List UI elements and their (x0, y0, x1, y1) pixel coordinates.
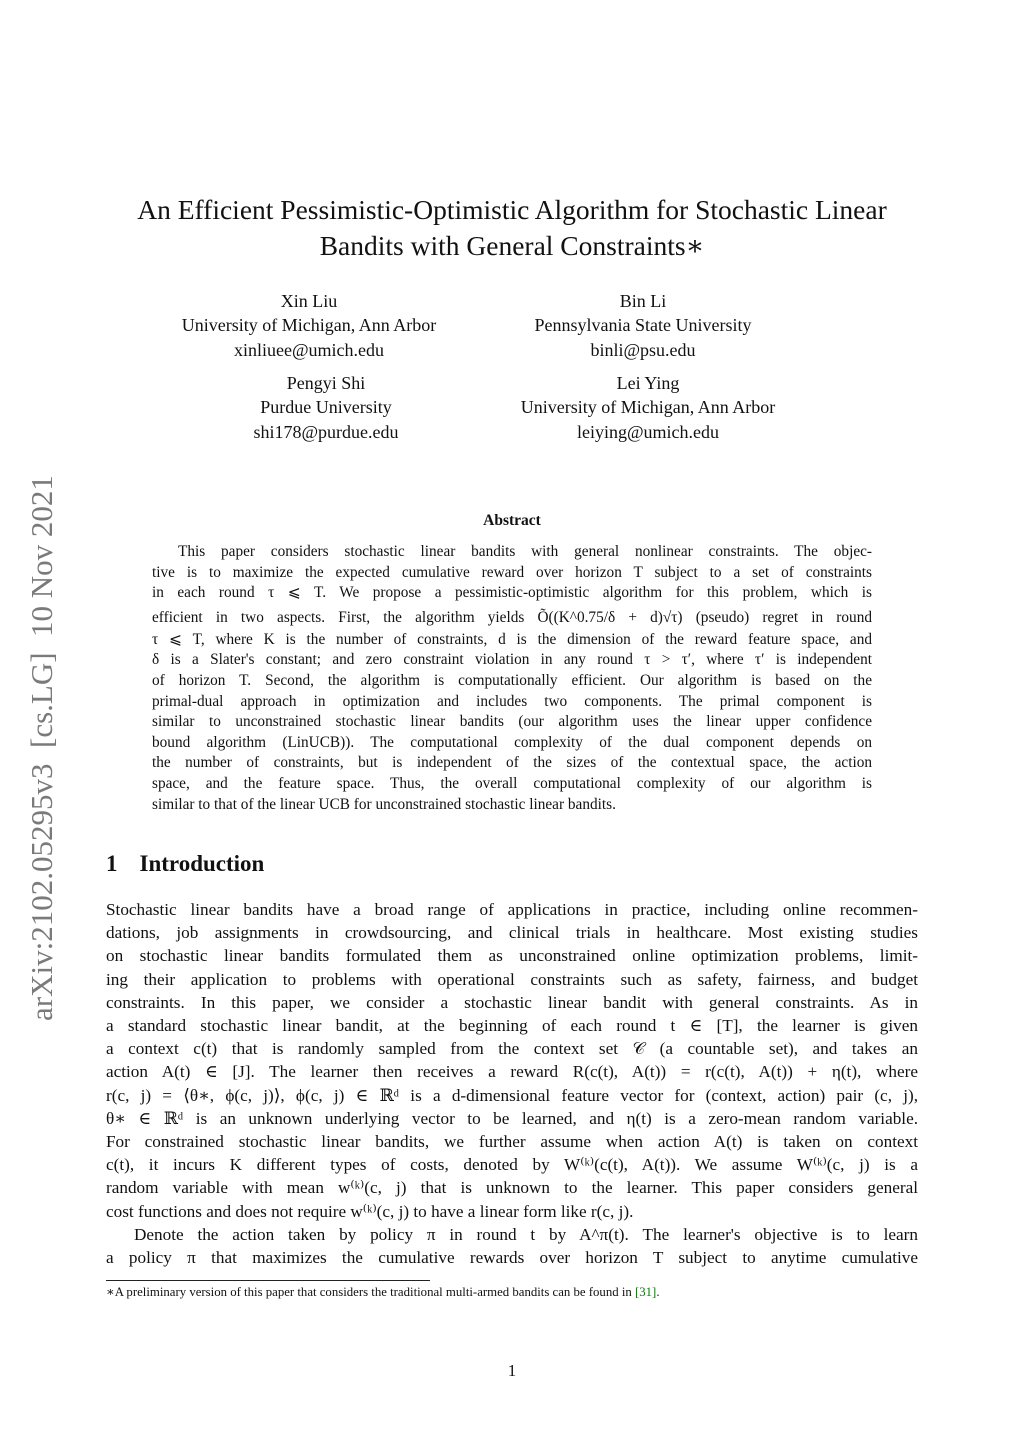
abstract-line: similar to unconstrained stochastic linear bandits (our algorithm uses the linear upper confidence (152, 713, 872, 731)
intro-line: cost functions and does not require w⁽ᵏ⁾(c, j) to have a linear form like r(c, j). (106, 1201, 634, 1221)
author-block (478, 371, 818, 444)
intro-line: Stochastic linear bandits have a broad range of applications in practice, including online recommen- (106, 900, 918, 919)
intro-line: ing their application to problems with operational constraints such as safety, fairness, and budget (106, 969, 918, 989)
intro-line: dations, job assignments in crowdsourcing, and clinical trials in healthcare. Most existing studies (106, 923, 918, 943)
abstract-line: in each round τ ⩽ T. We propose a pessimistic-optimistic algorithm for this problem, which is (152, 584, 872, 602)
author-name: Xin Liu (280, 291, 338, 311)
abstract-line: similar to that of the linear UCB for unconstrained stochastic linear bandits. (152, 795, 616, 813)
section-title: Introduction (139, 851, 265, 876)
abstract-line: the number of constraints, but is independent of the sizes of the contextual space, the action (152, 754, 872, 772)
abstract-line: primal-dual approach in optimization and includes two components. The primal component is (152, 692, 872, 710)
intro-line: a context c(t) that is randomly sampled from the context set 𝒞 (a countable set), and takes an (106, 1039, 918, 1059)
author-block (156, 371, 496, 444)
author-email: xinliuee@umich.edu (233, 339, 385, 360)
paper-title (0, 192, 1024, 264)
abstract-line: space, and the feature space. Thus, the overall computational complexity of our algorithm is (152, 774, 872, 792)
abstract-line: bound algorithm (LinUCB)). The computational complexity of the dual component depends on (152, 733, 872, 751)
section-heading (106, 851, 286, 877)
footnote-rule (106, 1280, 430, 1281)
page-number: 1 (507, 1361, 517, 1380)
abstract-line: tive is to maximize the expected cumulative reward over horizon T subject to a set of constraints (152, 563, 872, 581)
intro-line: c(t), it incurs K different types of costs, denoted by W⁽ᵏ⁾(c(t), A(t)). We assume W⁽ᵏ⁾(c, j) is a (106, 1155, 918, 1175)
intro-line: r(c, j) = ⟨θ∗, ϕ(c, j)⟩, ϕ(c, j) ∈ ℝᵈ is a d-dimensional feature vector for (context, action) pair (c, j), (106, 1085, 918, 1105)
author-affiliation: Pennsylvania State University (534, 315, 752, 336)
abstract-body (152, 542, 872, 815)
abstract-line: This paper considers stochastic linear bandits with general nonlinear constraints. The objec- (178, 543, 872, 560)
intro-line: constraints. In this paper, we consider a stochastic linear bandit with general constraints. As in (106, 992, 918, 1012)
abstract-line: of horizon T. Second, the algorithm is computationally efficient. Our algorithm is based on the (152, 671, 872, 689)
abstract-line: τ ⩽ T, where K is the number of constraints, d is the dimension of the reward feature space, and (152, 630, 872, 648)
author-block (139, 289, 479, 362)
intro-line: a policy π that maximizes the cumulative rewards over horizon T subject to anytime cumulative (106, 1248, 918, 1268)
intro-line: For constrained stochastic linear bandits, we further assume when action A(t) is taken on context (106, 1132, 918, 1152)
section-number: 1 (106, 851, 118, 876)
title-line: An Efficient Pessimistic-Optimistic Algorithm for Stochastic Linear (137, 194, 887, 225)
author-name: Bin Li (619, 291, 667, 311)
citation-link[interactable]: [31] (634, 1285, 657, 1299)
abstract-line: efficient in two aspects. First, the algorithm yields Õ((K^0.75/δ + d)√τ) (pseudo) regret in round (152, 608, 872, 626)
abstract-heading: Abstract (483, 512, 541, 529)
abstract-line: δ is a Slater's constant; and zero constraint violation in any round τ > τ′, where τ′ is independent (152, 651, 872, 669)
author-affiliation: Purdue University (260, 397, 392, 418)
intro-line: action A(t) ∈ [J]. The learner then receives a reward R(c(t), A(t)) = r(c(t), A(t)) + η(t), where (106, 1062, 918, 1082)
author-affiliation: University of Michigan, Ann Arbor (520, 397, 776, 418)
intro-line: Denote the action taken by policy π in round t by A^π(t). The learner's objective is to learn (134, 1224, 918, 1244)
introduction-body (106, 898, 918, 1269)
arxiv-side-label: arXiv:2102.05295v3 [cs.LG] 10 Nov 2021 (24, 475, 59, 1021)
footnote-end: . (656, 1285, 660, 1299)
intro-line: random variable with mean w⁽ᵏ⁾(c, j) that is unknown to the learner. This paper considers general (106, 1178, 918, 1198)
author-email: leiying@umich.edu (576, 421, 720, 442)
intro-line: on stochastic linear bandits formulated them as unconstrained online optimization problems, limit- (106, 946, 918, 966)
footnote-text: ∗A preliminary version of this paper that considers the traditional multi-armed bandits can be found in (106, 1285, 635, 1299)
title-line: Bandits with General Constraints∗ (319, 230, 705, 261)
author-email: binli@psu.edu (590, 339, 696, 360)
intro-line: a standard stochastic linear bandit, at the beginning of each round t ∈ [T], the learner is given (106, 1016, 918, 1036)
author-email: shi178@purdue.edu (253, 421, 399, 442)
author-block (473, 289, 813, 362)
intro-line: θ∗ ∈ ℝᵈ is an unknown underlying vector to be learned, and η(t) is a zero-mean random variable. (106, 1108, 918, 1128)
author-name: Pengyi Shi (286, 373, 366, 393)
footnote (106, 1285, 660, 1300)
author-name: Lei Ying (616, 373, 680, 393)
author-affiliation: University of Michigan, Ann Arbor (181, 315, 437, 336)
